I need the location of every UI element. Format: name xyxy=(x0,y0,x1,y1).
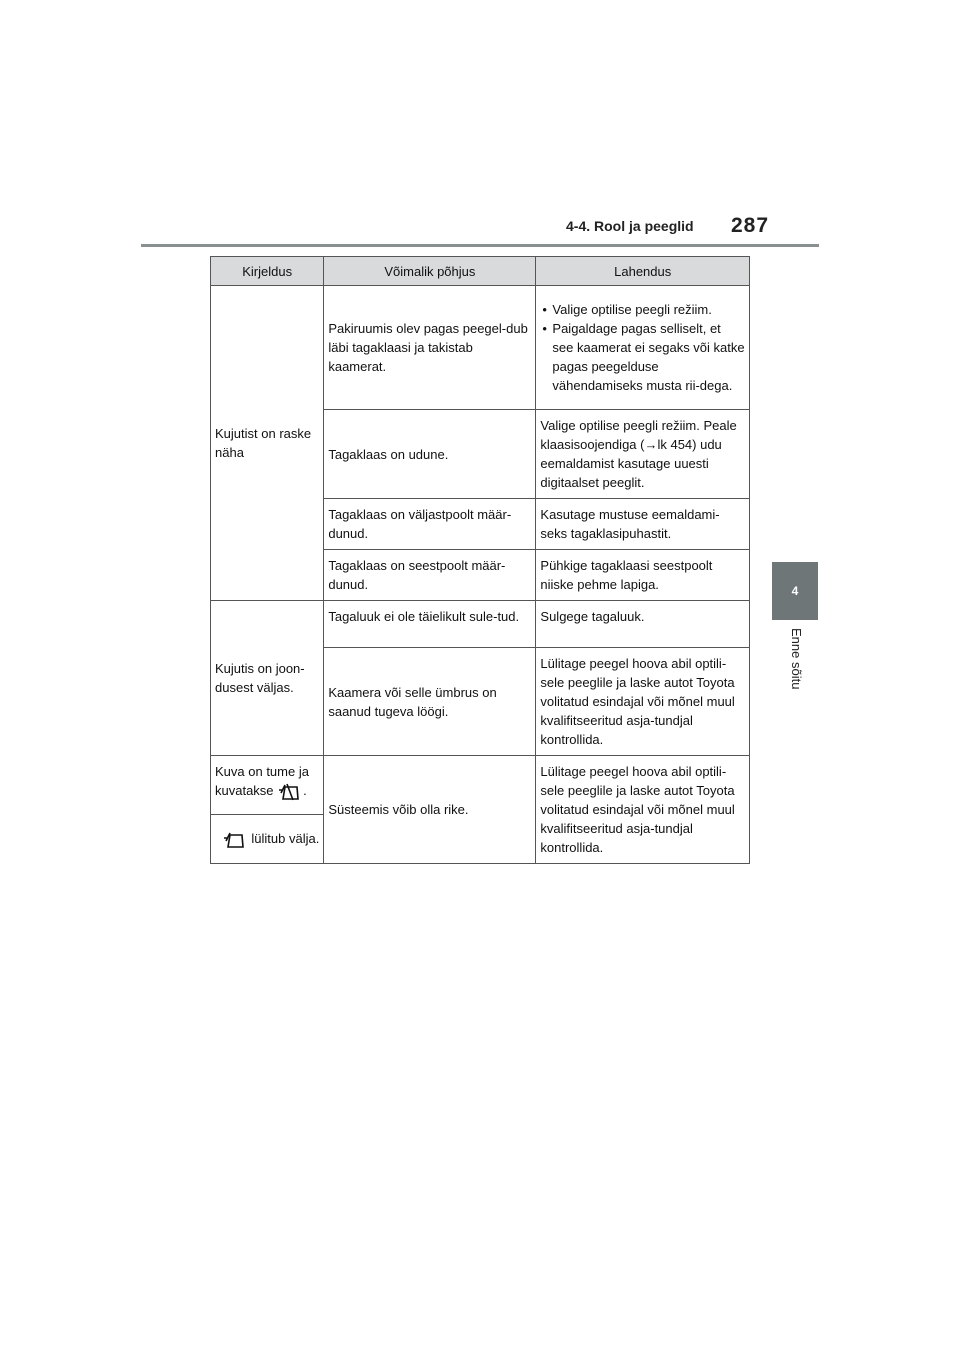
list-item: • Valige optilise peegli režiim. xyxy=(552,300,745,319)
mirror-icon xyxy=(222,831,248,849)
list-item: • Paigaldage pagas selliselt, et see kaamerat ei segaks või katke pagas peegelduse vähendamiseks musta rii-dega. xyxy=(552,319,745,395)
cause-cell: Pakiruumis olev pagas peegel-dub läbi tagaklaasi ja takistab kaamerat. xyxy=(324,286,536,410)
cause-cell: Tagaluuk ei ole täielikult sule-tud. xyxy=(324,601,536,648)
chapter-side-label: Enne sõitu xyxy=(789,628,804,690)
mirror-slash-icon xyxy=(277,783,303,801)
cause-cell: Tagaklaas on väljastpoolt määr-dunud. xyxy=(324,499,536,550)
chapter-tab: 4 xyxy=(772,562,818,620)
cause-cell: Tagaklaas on udune. xyxy=(324,410,536,499)
table-header-row xyxy=(211,257,750,286)
symptom-text-suffix: . xyxy=(303,783,307,798)
table-row xyxy=(211,756,750,815)
symptom-text: lülitub välja. xyxy=(251,831,320,847)
section-title: 4-4. Rool ja peeglid xyxy=(566,218,694,234)
solution-cell: Pühkige tagaklaasi seestpoolt niiske pehme lapiga. xyxy=(536,550,750,601)
troubleshooting-table xyxy=(210,256,750,864)
column-header-description: Kirjeldus xyxy=(211,257,324,286)
table-row xyxy=(211,286,750,410)
solution-cell: Sulgege tagaluuk. xyxy=(536,601,750,648)
solution-list xyxy=(540,300,745,395)
solution-cell: Lülitage peegel hoova abil optili-sele peeglile ja laske autot Toyota volitatud esindajal või mõnel muul kvalifitseeritud asja-tundjal kontrollida. xyxy=(536,756,750,864)
table-row xyxy=(211,601,750,648)
symptom-text: Kuva on tume ja kuvatakse xyxy=(215,764,309,798)
symptom-cell: Kujutis on joon-dusest väljas. xyxy=(211,601,324,756)
column-header-solution: Lahendus xyxy=(536,257,750,286)
page-number: 287 xyxy=(731,214,770,237)
symptom-cell xyxy=(211,815,324,864)
solution-cell: Lülitage peegel hoova abil optili-sele peeglile ja laske autot Toyota volitatud esindajal või mõnel muul kvalifitseeritud asja-tundjal kontrollida. xyxy=(536,648,750,756)
cause-cell: Kaamera või selle ümbrus on saanud tugeva löögi. xyxy=(324,648,536,756)
column-header-cause: Võimalik põhjus xyxy=(324,257,536,286)
solution-cell: Kasutage mustuse eemaldami-seks tagaklasipuhastit. xyxy=(536,499,750,550)
symptom-cell: Kujutist on raske näha xyxy=(211,286,324,601)
solution-cell: Valige optilise peegli režiim. Peale klaasisoojendiga (→lk 454) udu eemaldamist kasutage uuesti digitaalset peeglit. xyxy=(536,410,750,499)
cause-cell: Tagaklaas on seestpoolt määr-dunud. xyxy=(324,550,536,601)
symptom-cell xyxy=(211,756,324,815)
solution-cell xyxy=(536,286,750,410)
header-rule xyxy=(141,244,819,247)
cause-cell: Süsteemis võib olla rike. xyxy=(324,756,536,864)
